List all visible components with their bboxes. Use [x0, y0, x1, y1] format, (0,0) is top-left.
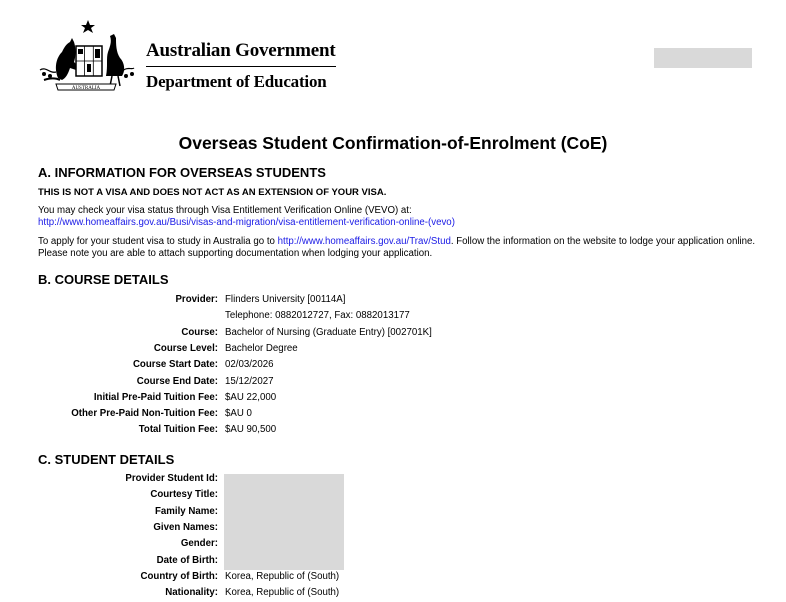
visa-warning: THIS IS NOT A VISA AND DOES NOT ACT AS AN EXTENSION OF YOUR VISA.: [38, 187, 387, 198]
detail-label: Family Name:: [155, 505, 218, 517]
visa-apply-text: To apply for your student visa to study in Australia go to: [38, 236, 278, 247]
detail-row: [0, 327, 786, 343]
detail-row: [0, 473, 786, 489]
detail-value: Telephone: 0882012727, Fax: 0882013177: [225, 310, 410, 322]
detail-value: Korea, Republic of (South): [225, 587, 340, 599]
detail-label: Courtesy Title:: [150, 489, 218, 501]
detail-label: Course:: [181, 326, 218, 338]
detail-label: Date of Birth:: [156, 554, 218, 566]
vevo-text: You may check your visa status through Visa Entitlement Verification Online (VEVO) at:: [38, 205, 412, 216]
detail-label: Course End Date:: [136, 375, 218, 387]
detail-value: Flinders University [00114A]: [225, 294, 346, 305]
detail-value: 15/12/2027: [225, 375, 274, 387]
redacted-field: [654, 48, 752, 68]
visa-apply-text-end: . Follow the information on the website to lodge your application online. Please note you are able to attach supporting documentation when lodging your application.: [38, 236, 756, 259]
detail-value: $AU 0: [225, 408, 252, 420]
detail-value: $AU 90,500: [225, 424, 277, 436]
detail-row: [0, 571, 786, 587]
section-c-heading: C. STUDENT DETAILS: [38, 452, 175, 467]
detail-label: Total Tuition Fee:: [138, 424, 218, 436]
detail-row: [0, 489, 786, 505]
detail-label: Course Level:: [153, 342, 218, 354]
vevo-link[interactable]: http://www.homeaffairs.gov.au/Busi/visas-and-migration/visa-entitlement-verification-online-(vevo): [38, 217, 455, 228]
detail-row: [0, 310, 786, 326]
detail-value: $AU 22,000: [225, 391, 277, 403]
department-name: Department of Education: [146, 72, 327, 91]
visa-apply-paragraph: [38, 236, 758, 260]
section-b-heading: B. COURSE DETAILS: [38, 272, 169, 287]
detail-label: Other Pre-Paid Non-Tuition Fee:: [71, 408, 218, 420]
detail-row: [0, 392, 786, 408]
section-a-heading: A. INFORMATION FOR OVERSEAS STUDENTS: [38, 165, 326, 180]
detail-row: [0, 587, 786, 602]
detail-row: [0, 408, 786, 424]
detail-label: Initial Pre-Paid Tuition Fee:: [93, 391, 218, 403]
government-name: Australian Government: [146, 40, 336, 61]
coat-of-arms-logo: [36, 18, 136, 96]
vevo-paragraph: [38, 205, 758, 229]
detail-label: Provider Student Id:: [125, 473, 218, 484]
header-divider: [146, 66, 336, 67]
detail-value: Bachelor of Nursing (Graduate Entry) [002701K]: [225, 326, 432, 338]
detail-row: [0, 359, 786, 375]
detail-label: Provider:: [175, 294, 218, 305]
detail-value: Bachelor Degree: [225, 342, 298, 354]
detail-row: [0, 538, 786, 554]
detail-label: Given Names:: [153, 521, 218, 533]
detail-row: [0, 506, 786, 522]
detail-row: [0, 522, 786, 538]
detail-row: [0, 376, 786, 392]
detail-label: Course Start Date:: [132, 359, 218, 371]
visa-apply-link[interactable]: http://www.homeaffairs.gov.au/Trav/Stud: [277, 236, 451, 247]
document-title: Overseas Student Confirmation-of-Enrolment (CoE): [178, 133, 608, 153]
detail-row: [0, 343, 786, 359]
detail-label: Country of Birth:: [140, 570, 218, 582]
detail-label: Nationality:: [165, 587, 218, 599]
svg-text:AUSTRALIA: AUSTRALIA: [71, 86, 101, 91]
detail-row: [0, 424, 786, 440]
detail-row: [0, 555, 786, 571]
detail-value: Korea, Republic of (South): [225, 570, 340, 582]
detail-value: 02/03/2026: [225, 359, 274, 371]
detail-label: Gender:: [180, 538, 218, 550]
detail-row: [0, 294, 786, 310]
